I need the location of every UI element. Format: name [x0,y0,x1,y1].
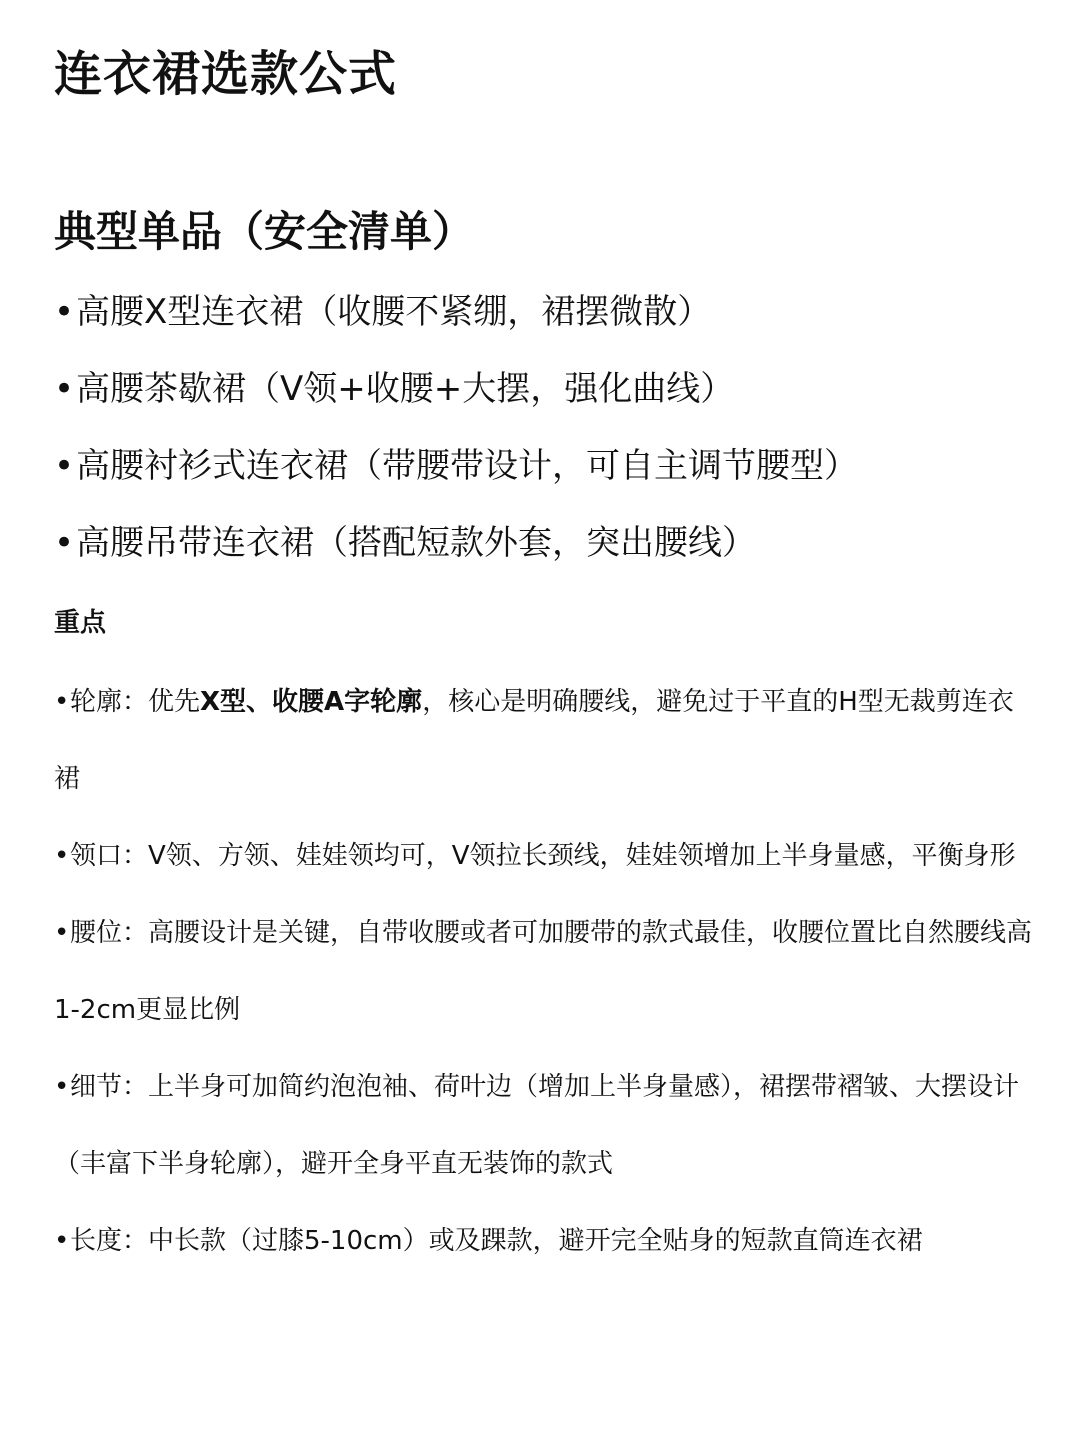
list-item [54,517,858,594]
point-silhouette [54,664,1034,818]
list-item [54,286,858,363]
section-title: 典型单品（安全清单） [54,207,475,256]
bullet-icon: • [54,918,70,948]
point-silhouette-pre: 轮廓：优先 [70,687,201,717]
point-waist-text: 腰位：高腰设计是关键，自带收腰或者可加腰带的款式最佳，收腰位置比自然腰线高1-2cm更显比例 [54,918,1033,1025]
point-neckline [54,818,1034,895]
bullet-icon: • [54,1072,70,1102]
point-length-text: 长度：中长款（过膝5-10cm）或及踝款，避开完全贴身的短款直筒连衣裙 [70,1226,923,1256]
bullet-icon: • [54,446,75,486]
list-item-text: 高腰X型连衣裙（收腰不紧绷，裙摆微散） [76,292,712,332]
page-title: 连衣裙选款公式 [54,46,398,102]
point-silhouette-post: ，核心是明确腰线，避免过于平直的H型无裁剪连衣裙 [54,687,1014,794]
bullet-icon: • [54,841,70,871]
point-details [54,1049,1034,1203]
list-item-text: 高腰衬衫式连衣裙（带腰带设计，可自主调节腰型） [76,446,858,486]
bullet-icon: • [54,687,70,717]
point-details-text: 细节：上半身可加简约泡泡袖、荷叶边（增加上半身量感），裙摆带褶皱、大摆设计（丰富下半身轮廓），避开全身平直无装饰的款式 [54,1072,1020,1179]
point-waist [54,895,1034,1049]
key-points-heading: 重点 [54,608,107,638]
point-silhouette-emphasis: X型、收腰A字轮廓 [200,687,423,717]
list-item [54,440,858,517]
bullet-icon: • [54,1226,70,1256]
list-item-text: 高腰吊带连衣裙（搭配短款外套，突出腰线） [76,523,756,563]
list-item [54,363,858,440]
item-list [54,286,858,594]
key-points [54,664,1034,1280]
list-item-text: 高腰茶歇裙（V领+收腰+大摆，强化曲线） [76,369,735,409]
point-neckline-text: 领口：V领、方领、娃娃领均可，V领拉长颈线，娃娃领增加上半身量感，平衡身形 [70,841,1016,871]
bullet-icon: • [54,523,75,563]
bullet-icon: • [54,292,75,332]
point-length [54,1203,1034,1280]
bullet-icon: • [54,369,75,409]
